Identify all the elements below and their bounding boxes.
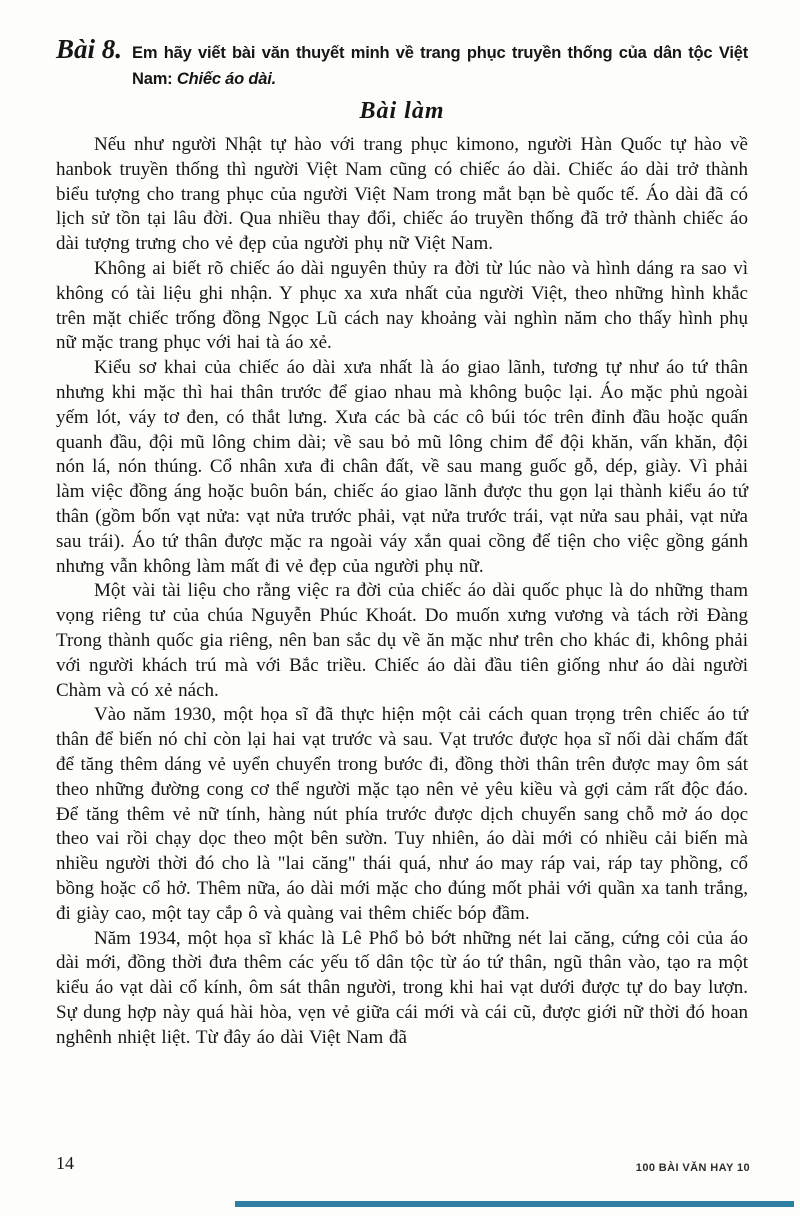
exercise-prompt bbox=[132, 40, 748, 92]
exercise-prompt-title: Chiếc áo dài. bbox=[176, 70, 277, 88]
bottom-rule bbox=[235, 1201, 794, 1207]
essay-paragraph: Kiểu sơ khai của chiếc áo dài xưa nhất là áo giao lãnh, tương tự như áo tứ thân nhưng khi mặc thì hai thân trước để giao nhau mà không buộc lại. Áo mặc phủ ngoài yếm lót, váy tơ đen, có thắt lưng. Xưa các bà các cô búi tóc trên đỉnh đầu hoặc quấn quanh đầu, đội mũ lông chim dài; về sau bỏ mũ lông chim để đội khăn, vấn khăn, đội nón lá, nón thúng. Cổ nhân xưa đi chân đất, về sau mang guốc gỗ, dép, giày. Vì phải làm việc đồng áng hoặc buôn bán, chiếc áo giao lãnh được thu gọn lại thành kiểu áo tứ thân (gồm bốn vạt nửa: vạt nửa trước phải, vạt nửa trước trái, vạt nửa sau phải, vạt nửa sau trái). Áo tứ thân được mặc ra ngoài váy xắn quai cồng để tiện cho việc gồng gánh nhưng vẫn không làm mất đi vẻ đẹp của người phụ nữ. bbox=[56, 357, 748, 577]
essay-paragraph: Năm 1934, một họa sĩ khác là Lê Phổ bỏ bớt những nét lai căng, cứng cỏi của áo dài mới, đồng thời đưa thêm các yếu tố dân tộc từ áo tứ thân, ngũ thân vào, tạo ra một kiểu áo vạt dài cổ kính, ôm sát thân người, trong khi hai vạt dưới được tự do bay lượn. Sự dung hợp này quá hài hòa, vẹn vẻ giữa cái mới và cái cũ, được giới nữ thời đó hoan nghênh nhiệt liệt. Từ đây áo dài Việt Nam đã bbox=[56, 927, 748, 1048]
page-number: 14 bbox=[56, 1153, 74, 1173]
essay-paragraph: Không ai biết rõ chiếc áo dài nguyên thủy ra đời từ lúc nào và hình dáng ra sao vì không có tài liệu ghi nhận. Y phục xa xưa nhất của người Việt, theo những hình khắc trên mặt chiếc trống đồng Ngọc Lũ cách nay khoảng vài nghìn năm cho thấy hình phụ nữ mặc trang phục với hai tà áo xẻ. bbox=[56, 257, 748, 354]
page-footer bbox=[56, 1153, 750, 1174]
exercise-header bbox=[56, 34, 748, 92]
essay-body bbox=[56, 133, 748, 1050]
essay-paragraph: Vào năm 1930, một họa sĩ đã thực hiện một cải cách quan trọng trên chiếc áo tứ thân để biến nó chỉ còn lại hai vạt trước và sau. Vạt trước được họa sĩ nối dài chấm đất để tăng thêm dáng vẻ uyển chuyển trong bước đi, đồng thời thân trên được may ôm sát theo những đường cong cơ thể người mặc tạo nên vẻ yêu kiều và gợi cảm rất độc đáo. Để tăng thêm vẻ nữ tính, hàng nút phía trước được dịch chuyển sang chỗ mở áo dọc theo vai rồi chạy dọc theo một bên sườn. Tuy nhiên, áo dài mới có nhiều cải biến mà nhiều người thời đó cho là "lai căng" thái quá, như áo may ráp vai, ráp tay phồng, cổ bồng hoặc cổ hở. Thêm nữa, áo dài mới mặc cho đúng mốt phải với quần xa tanh trắng, đi giày cao, một tay cắp ô và quàng vai thêm chiếc bóp đầm. bbox=[56, 704, 748, 924]
essay-paragraph: Một vài tài liệu cho rằng việc ra đời của chiếc áo dài quốc phục là do những tham vọng riêng tư của chúa Nguyễn Phúc Khoát. Do muốn xưng vương và tách rời Đàng Trong thành quốc gia riêng, nên ban sắc dụ về ăn mặc như trên cho khác đi, không phải với người khách trú mà với Bắc triều. Chiếc áo dài đầu tiên giống như áo dài người Chàm và có xẻ nách. bbox=[56, 580, 748, 701]
bai-lam-heading: Bài làm bbox=[359, 98, 445, 124]
running-title: 100 BÀI VĂN HAY 10 bbox=[635, 1162, 750, 1174]
essay-paragraph: Nếu như người Nhật tự hào với trang phục kimono, người Hàn Quốc tự hào về hanbok truyền thống thì người Việt Nam cũng có chiếc áo dài. Chiếc áo dài trở thành biểu tượng cho trang phục của người Việt Nam trong mắt bạn bè quốc tế. Áo dài đã có lịch sử tồn tại lâu đời. Qua nhiều thay đổi, chiếc áo truyền thống đã trở thành chiếc áo dài tượng trưng cho vẻ đẹp của người phụ nữ Việt Nam. bbox=[56, 134, 748, 255]
exercise-number: Bài 8. bbox=[56, 34, 123, 64]
exercise-prompt-text: Em hãy viết bài văn thuyết minh về trang phục truyền thống của dân tộc Việt Nam: bbox=[132, 44, 748, 88]
